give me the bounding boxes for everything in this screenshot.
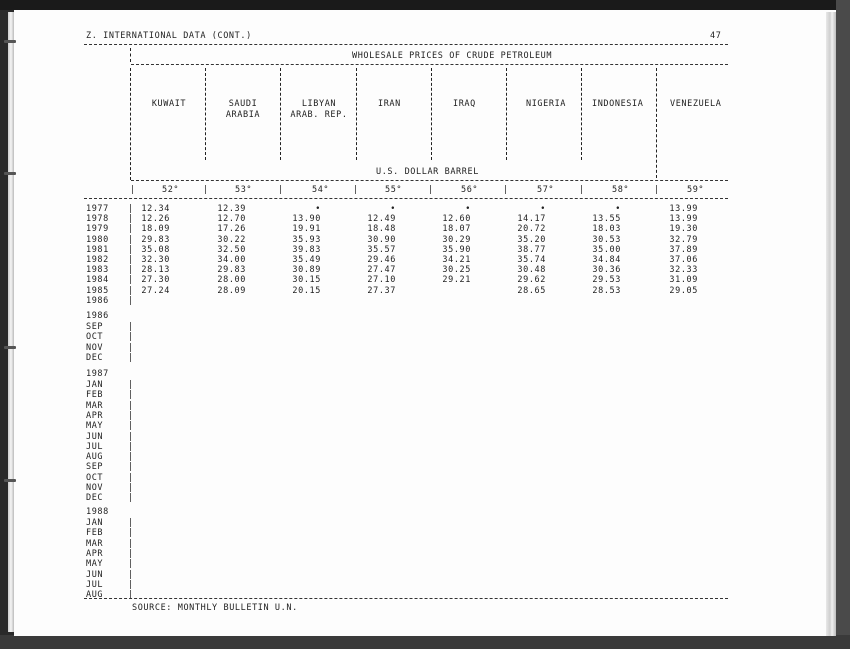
table-cell: 30.53 — [592, 234, 621, 245]
table-cell: 12.39 — [217, 204, 246, 214]
table-cell: 27.10 — [367, 275, 396, 286]
column-header-indonesia: INDONESIA — [592, 99, 644, 109]
row-month: DEC — [86, 493, 104, 504]
column-header-saudi-arabia-line2: ARABIA — [225, 110, 261, 120]
row-month: NOV — [86, 483, 104, 493]
column-header-libyan: LIBYAN — [301, 99, 337, 109]
table-cell: 34.21 — [442, 255, 471, 265]
bar-glyph: | — [128, 410, 134, 421]
bar-glyph: | — [128, 548, 134, 559]
bar-glyph: | — [128, 462, 134, 473]
row-month: JAN — [86, 380, 104, 390]
row-year: 1980 — [86, 234, 109, 245]
section-title: Z. INTERNATIONAL DATA (CONT.) — [86, 31, 252, 41]
table-cell: 38.77 — [517, 244, 546, 255]
table-cell: 27.37 — [367, 285, 396, 296]
table-cell: 29.83 — [217, 265, 246, 276]
bar-glyph: | — [128, 224, 134, 235]
table-cell: 32.50 — [217, 244, 246, 255]
table-cell: 29.53 — [592, 275, 621, 286]
bar-glyph: | — [128, 421, 134, 432]
table-cell: 35.93 — [292, 234, 321, 245]
bar-glyph: | — [128, 569, 134, 580]
table-cell: • — [465, 204, 471, 214]
bar-glyph: | — [503, 185, 509, 195]
table-cell: 18.03 — [592, 224, 621, 235]
unit-label: U.S. DOLLAR BARREL — [376, 167, 479, 177]
column-separator — [356, 68, 357, 160]
bar-glyph: | — [128, 483, 134, 493]
bar-glyph: | — [128, 380, 134, 390]
source-note: SOURCE: MONTHLY BULLETIN U.N. — [132, 603, 298, 613]
bar-glyph: | — [128, 204, 134, 214]
table-cell: • — [615, 204, 621, 214]
table-cell: 28.09 — [217, 285, 246, 296]
bar-glyph: | — [128, 285, 134, 296]
row-year: 1979 — [86, 224, 109, 235]
table-cell: 12.60 — [442, 214, 471, 225]
table-cell: 29.05 — [669, 285, 698, 296]
column-code: 55° — [385, 185, 403, 195]
column-separator — [506, 68, 507, 160]
table-cell: 20.15 — [292, 285, 321, 296]
table-cell: 28.65 — [517, 285, 546, 296]
bar-glyph: | — [128, 528, 134, 539]
row-month: NOV — [86, 342, 104, 353]
column-header-saudi-arabia: SAUDI — [228, 99, 258, 109]
table-cell: 12.70 — [217, 214, 246, 225]
table-cell: 12.49 — [367, 214, 396, 225]
bar-glyph: | — [128, 255, 134, 265]
column-separator — [280, 68, 281, 160]
row-month: APR — [86, 548, 104, 559]
table-cell: 13.90 — [292, 214, 321, 225]
bar-glyph: | — [128, 244, 134, 255]
row-year: 1977 — [86, 204, 109, 214]
table-cell: 12.26 — [141, 214, 170, 225]
bar-glyph: | — [128, 265, 134, 276]
bar-glyph: | — [128, 518, 134, 528]
bar-glyph: | — [128, 590, 134, 601]
table-cell: 18.48 — [367, 224, 396, 235]
bar-glyph: | — [428, 185, 434, 195]
table-cell: 13.99 — [669, 204, 698, 214]
table-cell: 29.46 — [367, 255, 396, 265]
row-year: 1982 — [86, 255, 109, 265]
table-cell: 29.21 — [442, 275, 471, 286]
row-month: JUN — [86, 431, 104, 442]
table-cell: 35.49 — [292, 255, 321, 265]
table-cell: 30.22 — [217, 234, 246, 245]
bar-glyph: | — [128, 275, 134, 286]
column-code: 52° — [162, 185, 180, 195]
table-cell: 13.55 — [592, 214, 621, 225]
table-cell: 17.26 — [217, 224, 246, 235]
table-cell: 30.29 — [442, 234, 471, 245]
bar-glyph: | — [128, 342, 134, 353]
table-cell: 13.99 — [669, 214, 698, 225]
table-cell: 35.00 — [592, 244, 621, 255]
column-code: 59° — [687, 185, 705, 195]
table-cell: 37.06 — [669, 255, 698, 265]
table-title: WHOLESALE PRICES OF CRUDE PETROLEUM — [352, 51, 553, 61]
row-month: SEP — [86, 462, 104, 473]
column-separator — [656, 68, 657, 178]
table-cell: • — [540, 204, 546, 214]
column-code: 58° — [612, 185, 630, 195]
block-year: 1988 — [86, 507, 109, 517]
column-separator — [431, 68, 432, 160]
bar-glyph: | — [203, 185, 209, 195]
table-cell: 30.89 — [292, 265, 321, 276]
row-year: 1983 — [86, 265, 109, 276]
table-cell: • — [390, 204, 396, 214]
divider — [84, 44, 728, 45]
column-code: 57° — [537, 185, 555, 195]
bar-glyph: | — [128, 431, 134, 442]
bar-glyph: | — [128, 441, 134, 452]
table-cell: 28.00 — [217, 275, 246, 286]
row-year: 1986 — [86, 295, 109, 306]
row-month: DEC — [86, 352, 104, 363]
divider — [131, 180, 728, 181]
bar-glyph: | — [128, 214, 134, 225]
table-cell: 30.48 — [517, 265, 546, 276]
table-cell: 27.30 — [141, 275, 170, 286]
bar-glyph: | — [128, 452, 134, 463]
bar-glyph: | — [128, 234, 134, 245]
bar-glyph: | — [128, 322, 134, 332]
bar-glyph: | — [353, 185, 359, 195]
bar-glyph: | — [128, 400, 134, 411]
table-cell: 39.83 — [292, 244, 321, 255]
bar-glyph: | — [128, 332, 134, 343]
column-header-venezuela: VENEZUELA — [670, 99, 722, 109]
row-month: OCT — [86, 332, 104, 343]
bar-glyph: | — [128, 538, 134, 549]
row-month: MAY — [86, 559, 104, 570]
row-month: JUL — [86, 441, 104, 452]
table-cell: 19.91 — [292, 224, 321, 235]
row-year: 1978 — [86, 214, 109, 225]
row-month: OCT — [86, 472, 104, 483]
bar-glyph: | — [128, 579, 134, 590]
column-code: 54° — [312, 185, 330, 195]
bar-glyph: | — [128, 493, 134, 504]
row-month: FEB — [86, 390, 104, 401]
row-month: JUL — [86, 579, 104, 590]
column-separator — [205, 68, 206, 160]
row-year: 1981 — [86, 244, 109, 255]
row-month: MAR — [86, 538, 104, 549]
row-month: APR — [86, 410, 104, 421]
row-month: MAY — [86, 421, 104, 432]
table-cell: 32.79 — [669, 234, 698, 245]
bar-glyph: | — [130, 185, 136, 195]
row-month: MAR — [86, 400, 104, 411]
table-cell: 32.30 — [141, 255, 170, 265]
table-cell: 30.15 — [292, 275, 321, 286]
bar-glyph: | — [579, 185, 585, 195]
row-month: AUG — [86, 452, 104, 463]
column-header-iraq: IRAQ — [453, 99, 476, 109]
row-month: JUN — [86, 569, 104, 580]
column-code: 56° — [461, 185, 479, 195]
table-cell: 30.36 — [592, 265, 621, 276]
column-separator — [130, 68, 131, 180]
table-cell: 34.84 — [592, 255, 621, 265]
row-month: AUG — [86, 590, 104, 601]
table-cell: 35.90 — [442, 244, 471, 255]
row-year: 1984 — [86, 275, 109, 286]
row-month: JAN — [86, 518, 104, 528]
column-header-iran: IRAN — [378, 99, 401, 109]
bar-glyph: | — [128, 352, 134, 363]
table-cell: 27.47 — [367, 265, 396, 276]
table-cell: 35.57 — [367, 244, 396, 255]
block-year: 1986 — [86, 311, 109, 321]
column-header-libyan-line2: ARAB. REP. — [290, 110, 348, 120]
table-cell: 35.74 — [517, 255, 546, 265]
column-header-kuwait: KUWAIT — [151, 99, 187, 109]
page-number: 47 — [710, 31, 722, 41]
divider — [84, 198, 728, 199]
block-year: 1987 — [86, 369, 109, 379]
table-cell: 37.89 — [669, 244, 698, 255]
bar-glyph: | — [128, 559, 134, 570]
table-cell: 20.72 — [517, 224, 546, 235]
table-cell: 35.08 — [141, 244, 170, 255]
bar-glyph: | — [128, 295, 134, 306]
table-cell: 30.90 — [367, 234, 396, 245]
row-year: 1985 — [86, 285, 109, 296]
row-month: FEB — [86, 528, 104, 539]
table-cell: 27.24 — [141, 285, 170, 296]
bar-glyph: | — [654, 185, 660, 195]
table-cell: 29.83 — [141, 234, 170, 245]
row-month: SEP — [86, 322, 104, 332]
table-cell: 28.13 — [141, 265, 170, 276]
bar-glyph: | — [278, 185, 284, 195]
table-cell: 18.07 — [442, 224, 471, 235]
table-cell: 29.62 — [517, 275, 546, 286]
table-cell: 28.53 — [592, 285, 621, 296]
column-code: 53° — [235, 185, 253, 195]
column-header-nigeria: NIGERIA — [526, 99, 567, 109]
table-cell: 14.17 — [517, 214, 546, 225]
bar-glyph: | — [128, 472, 134, 483]
divider — [131, 64, 728, 65]
divider — [84, 598, 728, 599]
table-cell: 35.20 — [517, 234, 546, 245]
bar-glyph: | — [128, 390, 134, 401]
column-separator — [581, 68, 582, 160]
table-cell: 12.34 — [141, 204, 170, 214]
table-cell: 19.30 — [669, 224, 698, 235]
table-cell: 30.25 — [442, 265, 471, 276]
table-cell: 18.09 — [141, 224, 170, 235]
table-cell: 34.00 — [217, 255, 246, 265]
column-separator — [130, 48, 131, 62]
table-cell: • — [315, 204, 321, 214]
table-cell: 31.09 — [669, 275, 698, 286]
table-cell: 32.33 — [669, 265, 698, 276]
